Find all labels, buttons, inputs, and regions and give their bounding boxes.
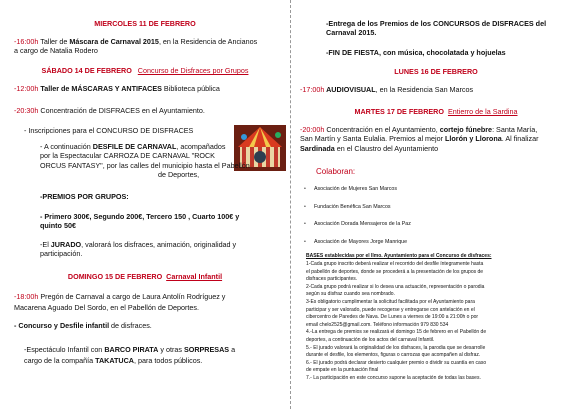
event-text: Pregón de Carnaval a cargo de Laura Antolín Rodríguez y [38,292,226,301]
bases-line: 3-Es obligatorio cumplimentar la solicitud facilitada por el Ayuntamiento para [306,298,475,305]
event-parade [40,142,234,161]
event-audiovisual [300,85,576,94]
event-time: -20:30h [14,106,39,115]
event-costume-gathering [14,106,284,115]
event-bold: Taller de MÁSCARAS Y ANTIFACES [38,84,162,93]
event-bold: Sardinada [300,143,335,153]
collaborator-item [304,185,564,194]
event-text: en el Claustro del Ayuntamiento [334,143,439,153]
bases-title: BASES establecidas por el Ilmo. Ayuntamiento para el Concurso de disfraces: [306,253,492,259]
event-sardine-burial [300,125,578,153]
bases-line: 6.- El jurado podrá declarar desierto cualquier premio o dividir su cuantía en caso [306,359,487,366]
bases-line: 1-Cada grupo inscrito deberá realizar el recorrido del desfile íntegramente hasta [306,261,484,267]
bases-line: deportes, a continuación de los actos del carnaval Infantil. [306,336,435,343]
collaborator-label: Asociación Dorada Mensajeros de la Paz [314,221,411,227]
event-text: : Santa María, [492,125,538,134]
collaborator-label: Fundación Benéfica San Marcos [314,204,391,210]
prizes-list [40,212,280,231]
event-time: -20:00h [300,125,325,134]
collaborator-item [304,220,564,229]
event-text: Taller de [38,37,70,46]
event-bold: DESFILE DE CARNAVAL [92,142,177,151]
event-proclamation [14,291,286,313]
event-text: , en la Residencia de Ancianos [158,37,258,46]
event-line: participación. [40,249,83,259]
event-kids-parade [14,321,286,330]
bullet-icon: • [304,221,306,227]
day-title-sunday: DOMINGO 15 DE FEBRERO [67,272,163,281]
bases-line: 4.-La entrega de premios se realizará el domingo 15 de febrero en el Pabellón de [306,329,487,336]
collaborator-item [304,203,564,212]
collaborator-label: Asociación de Mujeres San Marcos [314,186,398,192]
day-heading-tuesday [292,107,580,116]
column-divider [290,0,291,409]
event-bold: AUDIOVISUAL [324,85,376,94]
event-line: a cargo de Natalia Rodero [14,46,98,56]
event-time: -17:00h [300,85,325,94]
event-line: ORCUS FANTASY", por las calles del municipio hasta el Pabellón [40,161,250,170]
bases-line: disfraces participantes. [306,276,358,283]
day-heading-sunday [0,272,290,281]
event-text: - A continuación [40,142,93,151]
bases-line: cibercentro de Paredes de Nava. De Lunes a viernes de 19:00 a 21:00h o por [306,314,479,321]
event-text: Biblioteca pública [161,84,220,93]
bases-line: durante el desfile, los elementos, figuras o carrozas que acompañen al disfraz. [306,352,481,359]
bases-line: participar y ser valorado, puede recogerse y entregarse con antelación en el [306,306,475,313]
bullet-icon: • [304,186,306,192]
event-jury [40,240,280,259]
event-line: de Deportes, [158,170,200,180]
event-bold: JURADO [50,240,82,249]
bases-line: de empate en la puntuación final [306,367,379,374]
event-bold: Máscara de Carnaval 2015 [69,37,159,46]
event-mask-workshop [14,37,284,56]
day-subtitle-tuesday: Entierro de la Sardina [447,107,518,116]
event-text: , en la Residencia San Marcos [375,85,474,94]
event-bold: Desfile infantil [59,321,110,330]
event-line: por la Espectacular CARROZA DE CARNAVAL "ROCK [40,151,215,161]
event-text: -El [40,240,51,249]
event-line: Carnaval 2015. [326,28,377,38]
event-text: , valorará los disfraces, animación, originalidad y [81,240,237,249]
event-text: cargo de la compañía [24,356,96,365]
event-line: -Entrega de los Premios de los CONCURSOS de DISFRACES del [326,19,547,28]
event-bold: BARCO PIRATA [104,345,159,354]
event-bold: TAKATUCA [95,356,134,365]
event-text: a [229,345,236,354]
event-text: , acompañados [176,142,226,151]
event-kids-show [24,344,286,366]
event-registration: - Inscripciones para el CONCURSO DE DISFRACES [24,126,194,135]
collaborator-item [304,238,564,247]
day-subtitle-sunday: Carnaval Infantil [166,272,223,281]
day-title-tuesday: MARTES 17 DE FEBRERO [354,107,444,116]
event-bold: Llorón y Llorona [445,134,502,144]
event-text: Concentración en el Ayuntamiento, [324,125,440,134]
bases-line: 5.- El jurado valorará la originalidad de los disfraces, la parodia que se desarrolle [306,344,486,351]
event-line: Macarena Aguado Del Sordo, en el Pabellón de Deportes. [14,303,200,312]
event-text: y otras [158,345,184,354]
day-title-saturday: SÁBADO 14 DE FEBRERO [41,66,132,75]
event-text: de disfraces. [109,321,152,330]
event-parade-cont [40,161,286,180]
event-bold: SORPRESAS [183,345,230,354]
day-subtitle-saturday: Concurso de Disfraces por Grupos [137,66,249,75]
day-title-wednesday: MIERCOLES 11 DE FEBRERO [94,19,196,28]
bases-line: 2-Cada grupo podrá realizar si lo desea una actuación, representación o parodia [306,283,485,290]
event-party-end: -FIN DE FIESTA, con música, chocolatada y hojuelas [326,48,506,57]
bases-line: 7.- La participación en este concurso supone la aceptación de todas las bases. [306,374,481,381]
bases-list [306,261,578,383]
event-text: . Al finalizar [501,134,539,144]
bullet-icon: • [304,239,306,245]
event-masks-workshop [14,84,284,93]
event-prize-giving [326,19,576,38]
collaborators-title: Colaboran: [316,167,356,176]
bullet-icon: • [304,204,306,210]
prizes-line: quinto 50€ [40,221,76,231]
event-text: , para todos públicos. [133,356,203,365]
event-bold: - Concurso y [14,321,60,330]
collaborator-label: Asociación de Mayores Jorge Manrique [314,239,408,245]
prizes-heading: -PREMIOS POR GRUPOS: [40,192,129,201]
day-title-monday: LUNES 16 DE FEBRERO [394,67,478,76]
bases-line: el pabellón de deportes, donde se procederá a la presentación de los grupos de [306,268,484,275]
event-bold: cortejo fúnebre [439,125,493,134]
day-heading-saturday [0,66,290,75]
event-time: -12:00h [14,84,39,93]
bases-line: según su disfraz cuando sea nombrado. [306,291,395,298]
event-text: San Martín y Santa Eulalia. Premios al mejor [300,134,446,144]
event-time: -18:00h [14,292,39,301]
bases-line: email chelo2525@gmail.com. Teléfono información 979 830 534 [306,321,449,328]
event-text: -Espectáculo Infantil con [24,345,105,354]
event-text: Concentración de DISFRACES en el Ayuntamiento. [38,106,205,115]
prizes-line: - Primero 300€, Segundo 200€, Tercero 150 , Cuarto 100€ y [40,212,240,221]
event-time: -16:00h [14,37,39,46]
